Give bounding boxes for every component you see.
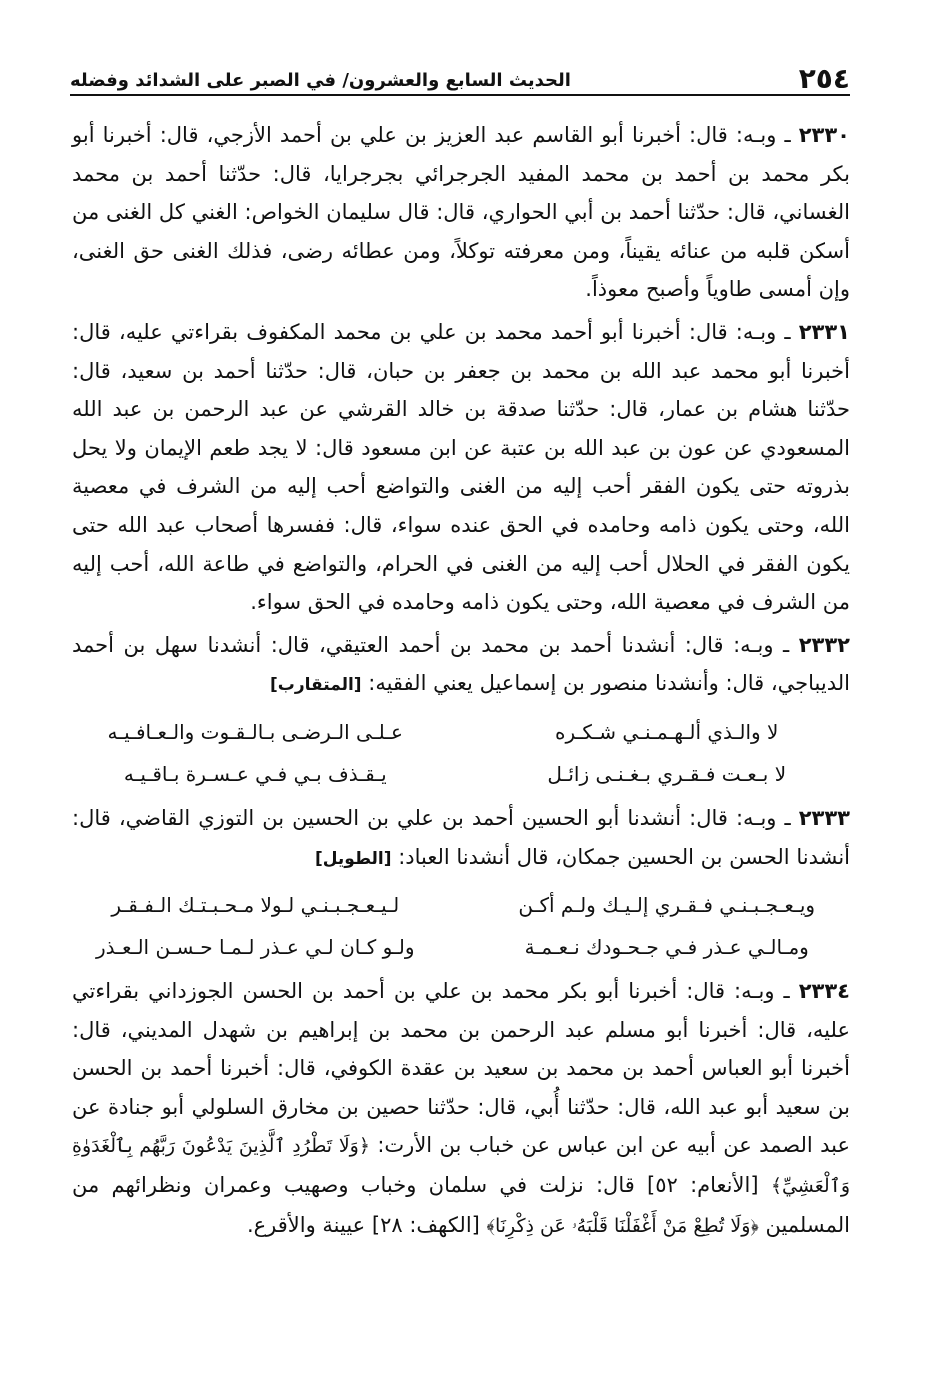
paragraph-2334 [72,972,850,1245]
paragraph-text: [الأنعام: ٥٢] قال: نزلت في سلمان وخباب وصهيب وعمران ونظرائهم من المسلمين [72,1173,850,1237]
quran-quote: ﴿وَلَا تَطْرُدِ ٱلَّذِينَ يَدْعُونَ رَبَّهُم بِٱلْغَدَوٰةِ وَٱلْعَشِيِّ﴾ [72,1135,850,1198]
page-body [72,116,850,1249]
paragraph-2333 [72,799,850,878]
verse-line [80,884,842,926]
hadith-number: ٢٣٣٢ [798,632,850,657]
verse-first-hemistich: لا والـذي ألـهـمـنـي شـكـره [555,719,779,744]
verse-second-hemistich: عـلـى الـرضـى بـالـقـوت والـعـافـيـه [107,719,403,744]
paragraph-text: ـ وبـه: قال: أخبرنا أبو القاسم عبد العزيز بن علي بن أحمد الأزجي، قال: أخبرنا أبو بكر محمد بن أحمد بن محمد المفيد الجرجرائي بجرجرايا، قال: حدّثنا أحمد بن محمد الغساني، قال: حدّثنا أحمد بن أبي الحواري، قال: قال سليمان الخواص: الغني كل الغنى من أسكن قلبه من عنائه يقيناً، ومن معرفته توكلاً، ومن عطائه رضى، فذلك الغنى حق الغنى، وإن أمسى طاوياً وأصبح معوذاً. [72,123,850,302]
verse-line [80,926,842,968]
quran-quote: ﴿وَلَا تُطِعْ مَنْ أَغْفَلْنَا قَلْبَهُۥ عَن ذِكْرِنَا﴾ [486,1214,759,1237]
paragraph-2330 [72,116,850,309]
poetic-meter: [الطويل] [314,848,392,869]
page-header [70,60,850,96]
poem-2333 [72,884,850,968]
poetic-meter: [المتقارب] [270,675,362,696]
paragraph-text: [الكهف: ٢٨] عيينة والأقرع. [246,1212,487,1237]
paragraph-2331 [72,313,850,622]
paragraph-text: ـ وبـه: قال: أخبرنا أبو بكر محمد بن علي بن أحمد بن الحسن الجوزداني بقراءتي عليه، قال: أخبرنا أبو مسلم عبد الرحمن بن محمد بن إبراهيم بن شهدل المديني، قال: أخبرنا أبو العباس أحمد بن محمد بن سعيد بن عقدة الكوفي، قال: أخبرنا أحمد بن الحسن بن سعيد أبو عبد الله، قال: حدّثنا أُبي، قال: حدّثنا حصين بن مخارق السلولي أبو جنادة عن عبد الصمد عن أبيه عن ابن عباس عن خباب بن الأرت: [72,979,850,1158]
paragraph-text: ـ وبـه: قال: أخبرنا أبو أحمد محمد بن علي بن محمد المكفوف بقراءتي عليه، قال: أخبرنا أبو محمد عبد الله بن محمد بن جعفر بن حبان، قال: حدّثنا أحمد بن سعيد، قال: حدّثنا هشام بن عمار، قال: حدّثنا صدقة بن خالد القرشي عن عبد الرحمن بن عبد الله المسعودي عن عون بن عبد الله بن عتبة عن ابن مسعود قال: لا يجد طعم الإيمان ولا يحل بذروته حتى يكون الفقر أحب إليه من الغنى والتواضع أحب إليه من الشرف في معصية الله، وحتى يكون ذامه وحامده في الحق عنده سواء، قال: ففسرها أصحاب عبد الله حتى يكون الفقر في الحلال أحب إليه من الغنى في الحرام، والتواضع في طاعة الله، أحب إليه من الشرف في معصية الله، وحتى يكون ذامه وحامده في الحق سواء. [72,319,850,615]
page-number: ٢٥٤ [798,62,850,95]
running-title: الحديث السابع والعشرون/ في الصبر على الشدائد وفضله [70,70,571,91]
verse-second-hemistich: ولـو كـان لـي عـذر لـمـا حـسـن الـعـذر [95,935,415,960]
paragraph-text: ـ وبـه: قال: أنشدنا أبو الحسين أحمد بن علي بن الحسين بن التوزي القاضي، قال: أنشدنا الحسن بن الحسين جمكان، قال أنشدنا العباد: [72,805,850,869]
hadith-number: ٢٣٣٠ [798,123,850,147]
poem-2332 [72,711,850,795]
paragraph-text: ـ وبـه: قال: أنشدنا أحمد بن محمد بن أحمد العتيقي، قال: أنشدنا سهل بن أحمد الديباجي، قال: وأنشدنا منصور بن إسماعيل يعني الفقيه: [72,632,850,696]
verse-first-hemistich: ويـعـجـبـنـي فـقـري إلـيـك ولـم أكـن [518,893,816,918]
verse-line [80,711,842,753]
hadith-number: ٢٣٣٤ [798,979,850,1004]
verse-first-hemistich: لا بـعـت فـقـري بـغـنـى زائـل [547,761,787,786]
hadith-number: ٢٣٣١ [798,319,850,344]
verse-first-hemistich: ومـالـي عـذر فـي جـحـودك نـعـمـة [524,935,809,960]
paragraph-2332 [72,626,850,705]
verse-line [80,753,842,795]
verse-second-hemistich: يـقـذف بـي فـي عـسـرة بـاقـيـه [123,761,387,786]
hadith-number: ٢٣٣٣ [798,805,850,830]
verse-second-hemistich: لـيـعـجـبـنـي لـولا مـحـبـتـك الـفـقـر [111,893,400,918]
